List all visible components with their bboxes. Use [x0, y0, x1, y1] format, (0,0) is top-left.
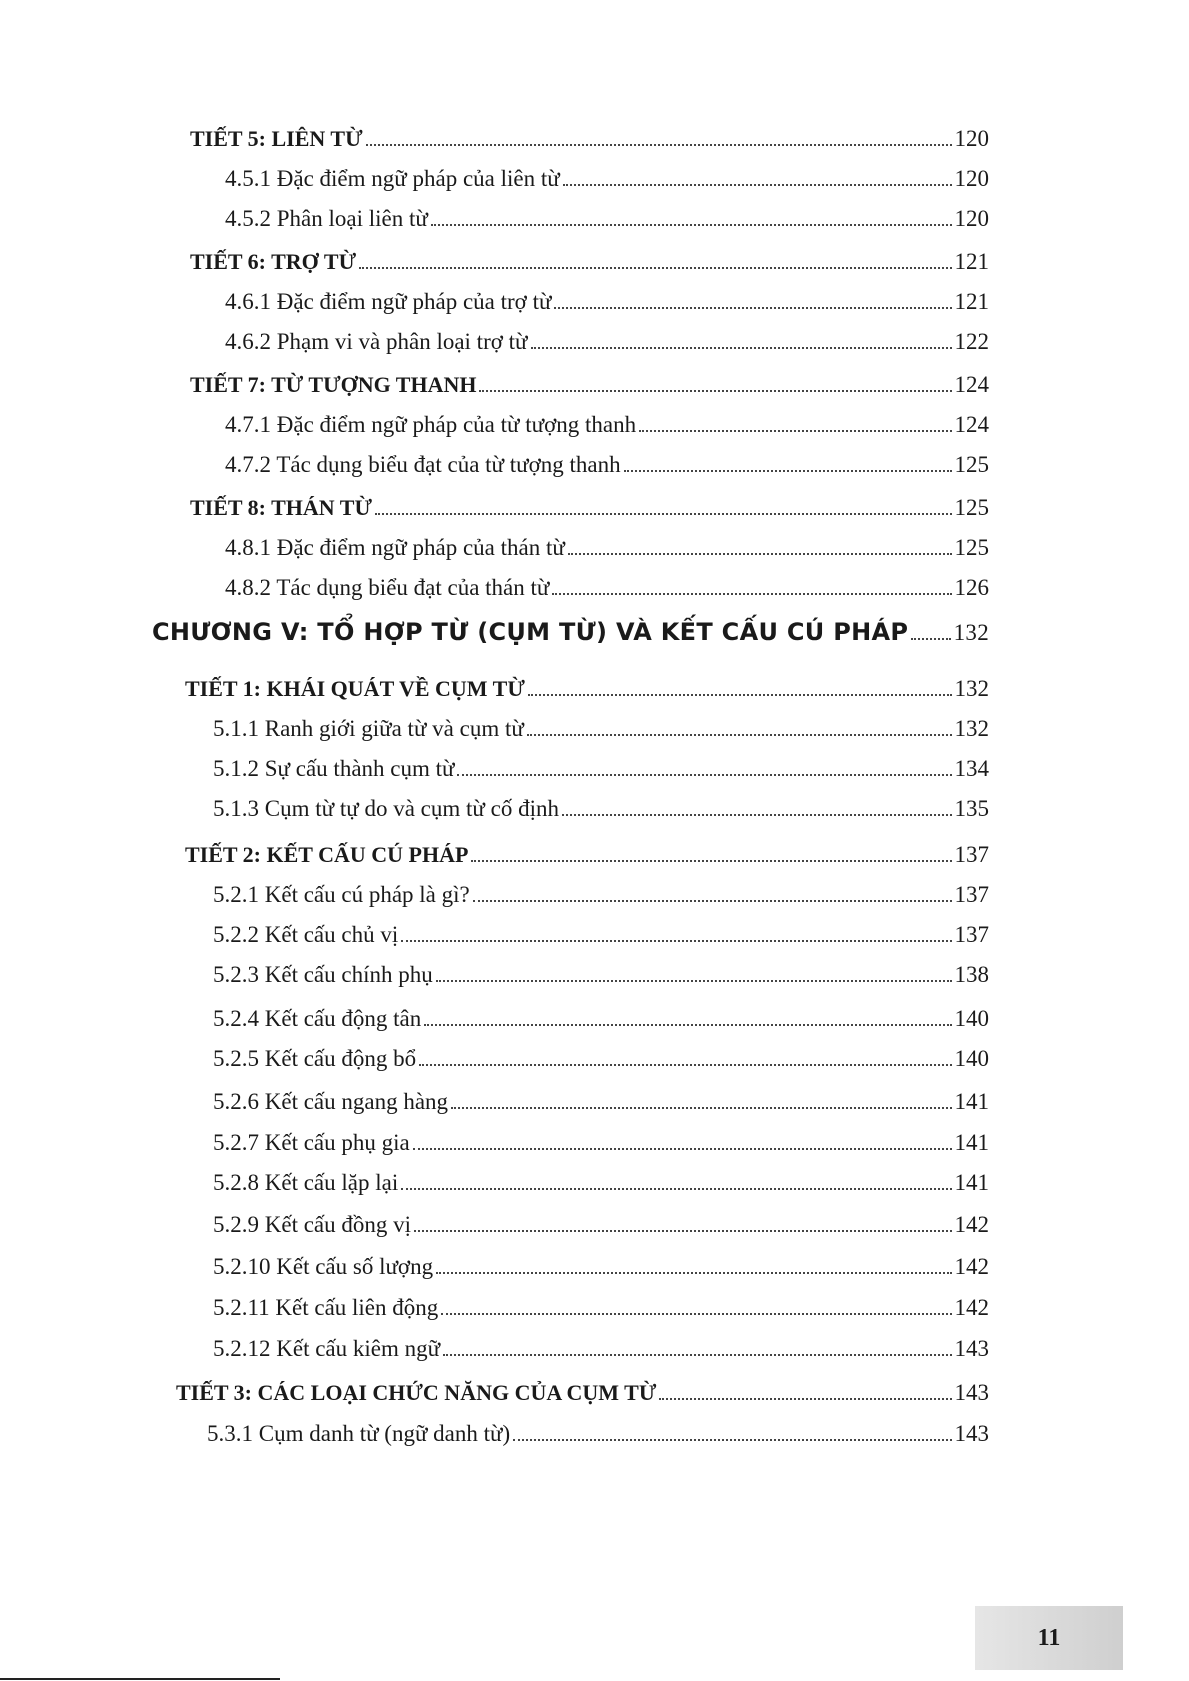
toc-entry — [213, 1046, 989, 1072]
dot-leader — [401, 1188, 951, 1190]
toc-entry — [176, 1380, 989, 1406]
toc-entry-page: 120 — [954, 166, 989, 191]
toc-entry — [225, 289, 989, 315]
toc-entry-title: 4.7.2 Tác dụng biểu đạt của từ tượng thanh — [225, 452, 621, 477]
toc-entry-page: 142 — [954, 1212, 989, 1237]
footer-rule — [0, 1678, 280, 1680]
toc-entry-page: 132 — [954, 716, 989, 741]
toc-entry-page: 132 — [954, 676, 989, 701]
toc-entry-page: 121 — [954, 249, 989, 274]
toc-entry-title: 4.8.2 Tác dụng biểu đạt của thán từ — [225, 575, 550, 600]
dot-leader — [554, 307, 951, 309]
toc-entry-page: 125 — [954, 535, 989, 560]
toc-entry-title: TIẾT 7: TỪ TƯỢNG THANH — [190, 372, 477, 397]
toc-entry-title: 5.2.4 Kết cấu động tân — [213, 1006, 422, 1031]
dot-leader — [431, 224, 952, 226]
dot-leader — [527, 734, 952, 736]
dot-leader — [562, 814, 952, 816]
toc-entry-page: 135 — [954, 796, 989, 821]
toc-entry — [190, 249, 989, 275]
toc-entry-page: 142 — [954, 1295, 989, 1320]
toc-entry-page: 121 — [954, 289, 989, 314]
toc-entry — [213, 882, 989, 908]
toc-entry — [225, 535, 989, 561]
toc-entry-title: 4.6.1 Đặc điểm ngữ pháp của trợ từ — [225, 289, 552, 314]
toc-entry — [225, 166, 989, 192]
toc-entry — [190, 126, 989, 152]
dot-leader — [359, 267, 951, 269]
toc-entry — [213, 796, 989, 822]
toc-entry-page: 120 — [954, 206, 989, 231]
dot-leader — [424, 1024, 951, 1026]
toc-entry-page: 124 — [954, 412, 989, 437]
toc-entry — [225, 412, 989, 438]
toc-entry-title: 4.8.1 Đặc điểm ngữ pháp của thán từ — [225, 535, 565, 560]
toc-entry — [213, 1170, 989, 1196]
toc-entry — [213, 716, 989, 742]
toc-entry — [213, 1336, 989, 1362]
dot-leader — [401, 940, 951, 942]
toc-entry-page: 140 — [954, 1006, 989, 1031]
toc-entry-title: 5.2.9 Kết cấu đồng vị — [213, 1212, 412, 1237]
toc-entry — [225, 206, 989, 232]
toc-entry-title: TIẾT 2: KẾT CẤU CÚ PHÁP — [185, 842, 469, 867]
toc-entry — [225, 329, 989, 355]
toc-entry-page: 140 — [954, 1046, 989, 1071]
toc-entry-title: TIẾT 1: KHÁI QUÁT VỀ CỤM TỪ — [185, 676, 525, 701]
dot-leader — [528, 694, 952, 696]
toc-entry-title: 4.5.2 Phân loại liên từ — [225, 206, 428, 231]
toc-entry-title: 5.1.1 Ranh giới giữa từ và cụm từ — [213, 716, 524, 741]
toc-entry — [152, 618, 989, 646]
dot-leader — [366, 144, 952, 146]
toc-entry — [190, 495, 989, 521]
toc-entry-title: 5.2.6 Kết cấu ngang hàng — [213, 1089, 449, 1114]
dot-leader — [563, 184, 952, 186]
toc-entry — [213, 1254, 989, 1280]
toc-entry-page: 125 — [954, 495, 989, 520]
toc-entry-title: TIẾT 3: CÁC LOẠI CHỨC NĂNG CỦA CỤM TỪ — [176, 1380, 657, 1405]
dot-leader — [659, 1398, 951, 1400]
dot-leader — [451, 1107, 951, 1109]
toc-entry-title: 5.2.11 Kết cấu liên động — [213, 1295, 439, 1320]
page-number-box — [975, 1606, 1123, 1670]
dot-leader — [568, 553, 952, 555]
page-number: 11 — [1037, 1624, 1061, 1651]
dot-leader — [473, 900, 952, 902]
toc-entry-page: 143 — [954, 1380, 989, 1405]
dot-leader — [624, 470, 952, 472]
toc-entry — [213, 1130, 989, 1156]
dot-leader — [419, 1064, 951, 1066]
toc-entry-title: 5.2.1 Kết cấu cú pháp là gì? — [213, 882, 470, 907]
toc-entry-page: 141 — [954, 1170, 989, 1195]
toc-entry-page: 122 — [954, 329, 989, 354]
toc-entry — [213, 962, 989, 988]
toc-entry — [213, 756, 989, 782]
dot-leader — [513, 1439, 951, 1441]
toc-entry-title: 5.3.1 Cụm danh từ (ngữ danh từ) — [207, 1421, 511, 1446]
toc-entry — [213, 1295, 989, 1321]
dot-leader — [911, 638, 950, 640]
dot-leader — [443, 1354, 951, 1356]
toc-entry-title: 4.7.1 Đặc điểm ngữ pháp của từ tượng thanh — [225, 412, 637, 437]
toc-entry-title: 5.2.2 Kết cấu chủ vị — [213, 922, 399, 947]
toc-entry-page: 134 — [954, 756, 989, 781]
toc-entry-page: 137 — [954, 842, 989, 867]
toc-entry-page: 143 — [954, 1336, 989, 1361]
dot-leader — [457, 774, 951, 776]
dot-leader — [441, 1313, 951, 1315]
toc-entry-title: 4.5.1 Đặc điểm ngữ pháp của liên từ — [225, 166, 560, 191]
dot-leader — [436, 1272, 951, 1274]
dot-leader — [531, 347, 952, 349]
dot-leader — [413, 1148, 952, 1150]
toc-entry-page: 143 — [954, 1421, 989, 1446]
toc-entry-title: 5.2.5 Kết cấu động bổ — [213, 1046, 417, 1071]
toc-entry — [207, 1421, 989, 1447]
dot-leader — [639, 430, 951, 432]
toc-entry-title: 5.2.10 Kết cấu số lượng — [213, 1254, 434, 1279]
toc-entry-title: 5.2.12 Kết cấu kiêm ngữ — [213, 1336, 441, 1361]
toc-entry-title: 5.1.2 Sự cấu thành cụm từ — [213, 756, 455, 781]
dot-leader — [471, 860, 951, 862]
toc-entry-page: 137 — [954, 922, 989, 947]
toc-entry-page: 132 — [953, 620, 989, 645]
toc-entry-page: 138 — [954, 962, 989, 987]
toc-entry — [213, 1212, 989, 1238]
toc-entry-page: 141 — [954, 1089, 989, 1114]
dot-leader — [479, 390, 951, 392]
toc-entry — [185, 842, 989, 868]
toc-entry-page: 125 — [954, 452, 989, 477]
toc-entry — [185, 676, 989, 702]
toc-entry-title: CHƯƠNG V: TỔ HỢP TỪ (CỤM TỪ) VÀ KẾT CẤU CÚ PHÁP — [152, 618, 909, 646]
toc-entry-page: 124 — [954, 372, 989, 397]
toc-entry-title: TIẾT 6: TRỢ TỪ — [190, 249, 357, 274]
toc-entry-page: 120 — [954, 126, 989, 151]
toc-entry — [225, 575, 989, 601]
toc-entry-page: 142 — [954, 1254, 989, 1279]
toc-entry — [213, 922, 989, 948]
toc-entry-page: 141 — [954, 1130, 989, 1155]
toc-entry — [213, 1089, 989, 1115]
dot-leader — [552, 593, 951, 595]
toc-entry-title: 5.2.3 Kết cấu chính phụ — [213, 962, 433, 987]
toc-entry — [213, 1006, 989, 1032]
toc-entry-title: 5.2.7 Kết cấu phụ gia — [213, 1130, 410, 1155]
toc-entry — [190, 372, 989, 398]
toc-entry-page: 137 — [954, 882, 989, 907]
toc-entry-title: 5.2.8 Kết cấu lặp lại — [213, 1170, 399, 1195]
toc-entry — [225, 452, 989, 478]
dot-leader — [414, 1230, 951, 1232]
toc-entry-page: 126 — [954, 575, 989, 600]
toc-entry-title: TIẾT 8: THÁN TỪ — [190, 495, 372, 520]
toc-entry-title: 4.6.2 Phạm vi và phân loại trợ từ — [225, 329, 528, 354]
dot-leader — [375, 513, 952, 515]
toc-entry-title: 5.1.3 Cụm từ tự do và cụm từ cố định — [213, 796, 559, 821]
dot-leader — [436, 980, 952, 982]
toc-entry-title: TIẾT 5: LIÊN TỪ — [190, 126, 363, 151]
